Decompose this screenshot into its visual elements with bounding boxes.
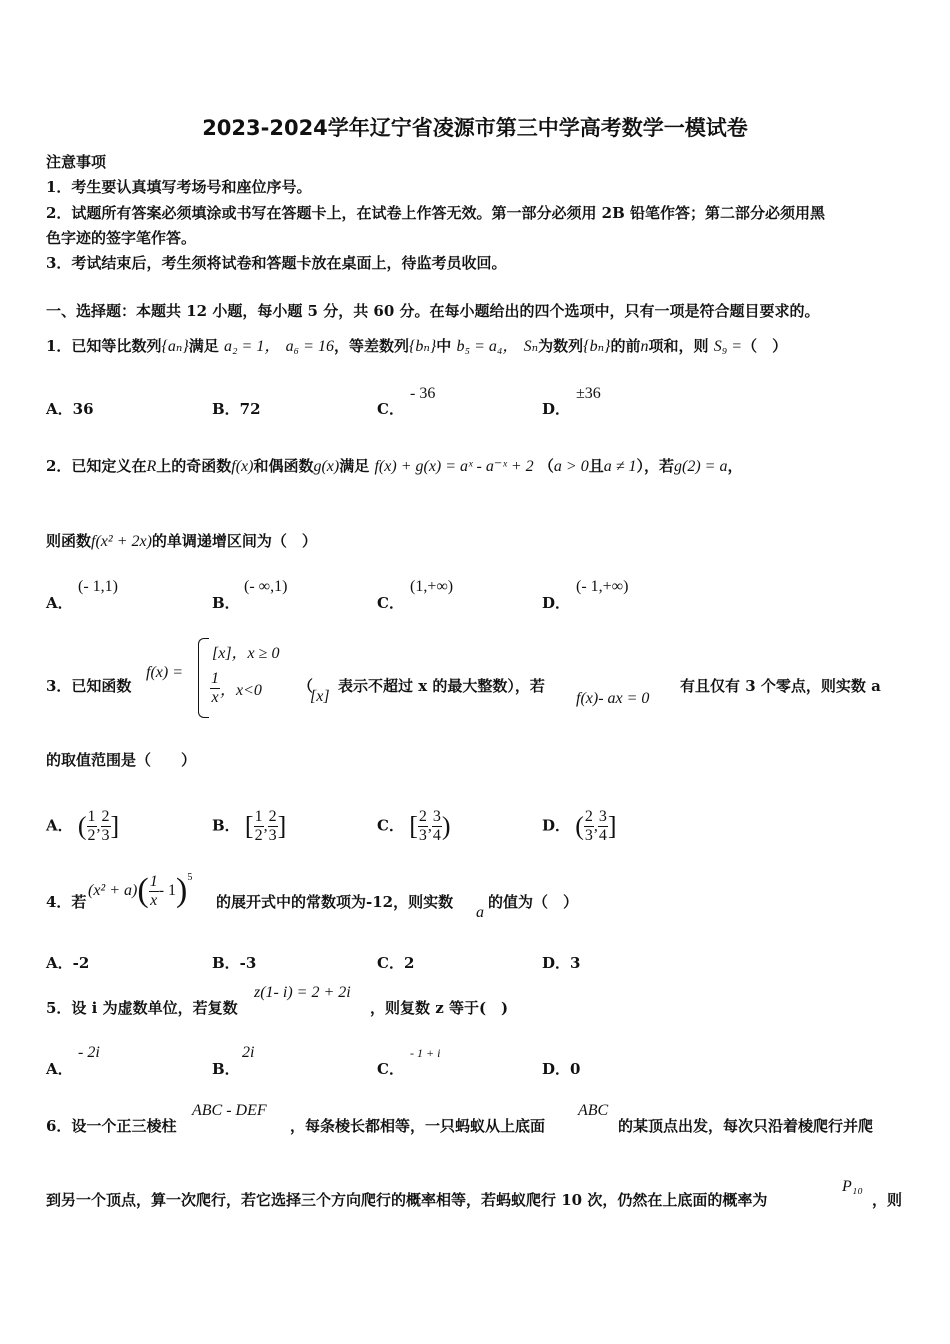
q2-expr: f(x) bbox=[231, 458, 254, 475]
q1-text: 中 bbox=[436, 337, 452, 355]
q2-option-d-value: (- 1,+∞) bbox=[576, 578, 629, 595]
q6-text-2: 的某顶点出发，每次只沿着棱爬行并爬 bbox=[618, 1117, 874, 1135]
section-heading: 一、选择题：本题共 12 小题，每小题 5 分，共 60 分。在每小题给出的四个选项中，只有一项是符合题目要求的。 bbox=[46, 302, 820, 320]
q2-text: 和偶函数 bbox=[253, 457, 314, 475]
q1-seq-a: {aₙ} bbox=[161, 338, 189, 355]
q3-case-1: [x]，x ≥ 0 bbox=[212, 645, 280, 662]
question-5-label: 5．设 i 为虚数单位，若复数 bbox=[46, 999, 238, 1017]
q5-option-d: D．0 bbox=[542, 1060, 581, 1078]
q4-option-c: C．2 bbox=[377, 954, 415, 972]
q3-function: f(x) = bbox=[146, 664, 183, 681]
q3-case-2-den: x bbox=[211, 689, 219, 706]
q4-option-d: D．3 bbox=[542, 954, 581, 972]
q4-expression: (x² + a)( $\frac{1}{x}$ - 1)$^5$ bbox=[88, 872, 193, 909]
notice-item-2: 2．试题所有答案必须填涂或书写在答题卡上，在试卷上作答无效。第一部分必须用 2B 铅笔作答；第二部分必须用黑 bbox=[46, 204, 826, 222]
bracket: [ bbox=[244, 811, 254, 841]
q2-expr: a ≠ 1 bbox=[603, 458, 637, 475]
q2-option-d: D． bbox=[542, 594, 571, 612]
q2-text: 满足 bbox=[339, 457, 370, 475]
q4-expr: (x² + a) bbox=[88, 882, 138, 899]
q2-expr: R bbox=[146, 458, 157, 475]
q5-text: ，则复数 z 等于( ) bbox=[370, 999, 509, 1017]
q1-option-c: C． bbox=[377, 400, 404, 418]
notice-item-1: 1．考生要认真填写考场号和座位序号。 bbox=[46, 178, 312, 196]
q1-seq-b: {bₙ} bbox=[583, 338, 611, 355]
q3-case-2-num: 1 bbox=[211, 670, 219, 687]
q3-equation: f(x)- ax = 0 bbox=[576, 690, 650, 707]
question-3-label: 3．已知函数 bbox=[46, 677, 132, 695]
q5-equation: z(1- i) = 2 + 2i bbox=[254, 984, 351, 1001]
q1-text: 为数列 bbox=[538, 337, 584, 355]
q2-text: 且 bbox=[588, 457, 604, 475]
q5-option-a-value: - 2i bbox=[78, 1044, 100, 1061]
q4-exponent: 5 bbox=[187, 872, 193, 883]
question-4-label: 4．若 bbox=[46, 893, 87, 911]
q1-expr: Sₙ bbox=[523, 338, 539, 355]
q1-option-c-value: - 36 bbox=[410, 385, 436, 402]
q6-prob: P₁₀ bbox=[842, 1178, 863, 1195]
bracket: ] bbox=[277, 811, 287, 841]
q1-option-d-value: ±36 bbox=[576, 385, 601, 402]
q2-text: ），若 bbox=[636, 457, 674, 475]
q4-text: 的展开式中的常数项为-12，则实数 bbox=[216, 893, 454, 911]
q1-expr: S₉ = bbox=[713, 338, 743, 355]
q2-option-b-value: (- ∞,1) bbox=[244, 578, 288, 595]
q3-text-2: 表示不超过 x 的最大整数），若 bbox=[338, 677, 545, 695]
q5-option-b: B． bbox=[212, 1060, 240, 1078]
q2-option-c-value: (1,+∞) bbox=[410, 578, 454, 595]
q4-option-a: A．-2 bbox=[46, 954, 90, 972]
q1-option-b: B．72 bbox=[212, 400, 261, 418]
q1-expr: b₅ = a₄， bbox=[456, 338, 519, 355]
q4-text-2: 的值为（ ） bbox=[488, 893, 579, 911]
page-title: 2023-2024学年辽宁省凌源市第三中学高考数学一模试卷 bbox=[202, 116, 748, 140]
question-2-cont bbox=[46, 531, 317, 552]
q1-seq-b: {bₙ} bbox=[408, 338, 437, 355]
q2-option-c: C． bbox=[377, 594, 404, 612]
question-3-cont: 的取值范围是（ ） bbox=[46, 751, 197, 769]
q3-option-d: D． ( $\frac{2}{3}$ , $\frac{3}{4}$ ] bbox=[542, 808, 617, 844]
q1-expr: n bbox=[640, 338, 649, 355]
question-2 bbox=[46, 456, 742, 477]
q2-text: 上的奇函数 bbox=[156, 457, 232, 475]
bracket: ) bbox=[441, 811, 451, 841]
bracket: ] bbox=[607, 811, 617, 841]
q2-text: ， bbox=[727, 457, 743, 475]
question-6-label: 6．设一个正三棱柱 bbox=[46, 1117, 177, 1135]
question-6-cont: 到另一个顶点，算一次爬行，若它选择三个方向爬行的概率相等，若蚂蚁爬行 10 次，仍然在上底面的概率为 bbox=[46, 1191, 768, 1209]
q3-case-2 bbox=[210, 670, 262, 707]
q4-option-b: B．-3 bbox=[212, 954, 257, 972]
q4-var-a: a bbox=[476, 904, 484, 921]
q3-option-c: C． [ $\frac{2}{3}$ , $\frac{3}{4}$ ) bbox=[377, 808, 451, 844]
q3-text-part: （ bbox=[298, 677, 314, 695]
bracket: ( bbox=[575, 811, 584, 841]
q3-option-b: B． [ $\frac{1}{2}$ , $\frac{2}{3}$ ] bbox=[212, 808, 287, 844]
notice-heading: 注意事项 bbox=[46, 153, 107, 171]
q6-text-3: ，则 bbox=[872, 1191, 903, 1209]
q6-text: ，每条棱长都相等，一只蚂蚁从上底面 bbox=[290, 1117, 546, 1135]
q2-expr: g(x) bbox=[313, 458, 340, 475]
q1-expr: a₂ = 1， bbox=[223, 338, 281, 355]
q2-expr: g(2) = a bbox=[674, 458, 728, 475]
q2-equation: f(x) + g(x) = aˣ - a⁻ˣ + 2 bbox=[374, 458, 534, 475]
q2-option-b: B． bbox=[212, 594, 240, 612]
q5-option-c: C． bbox=[377, 1060, 404, 1078]
notice-item-3: 3．考试结束后，考生须将试卷和答题卡放在桌面上，待监考员收回。 bbox=[46, 254, 507, 272]
q6-prism: ABC - DEF bbox=[192, 1102, 267, 1119]
bracket: ( bbox=[77, 811, 87, 841]
q3-case-2-cond: ，x<0 bbox=[220, 682, 262, 699]
q1-text: 项和，则 bbox=[648, 337, 709, 355]
q5-option-a: A． bbox=[46, 1060, 73, 1078]
q1-text: 1．已知等比数列 bbox=[46, 337, 162, 355]
q6-base: ABC bbox=[578, 1102, 609, 1119]
q5-option-b-value: 2i bbox=[242, 1044, 255, 1061]
q1-expr: a₆ = 16 bbox=[285, 338, 334, 355]
q2-text: 的单调递增区间为（ ） bbox=[151, 532, 317, 550]
q3-option-a: A． ( $\frac{1}{2}$ , $\frac{2}{3}$ ] bbox=[46, 808, 120, 844]
q4-expr: - 1 bbox=[158, 882, 177, 899]
notice-item-2-cont: 色字迹的签字笔作答。 bbox=[46, 229, 197, 247]
q1-option-d: D． bbox=[542, 400, 571, 418]
question-1 bbox=[46, 336, 787, 357]
bracket: [ bbox=[409, 811, 418, 841]
q1-text: 满足 bbox=[188, 337, 219, 355]
q1-text: （ ） bbox=[742, 337, 788, 355]
q2-expr: a > 0 bbox=[553, 458, 589, 475]
q5-option-c-value: - 1 + i bbox=[410, 1046, 441, 1060]
q2-option-a: A． bbox=[46, 594, 73, 612]
q1-text: ，等差数列 bbox=[333, 337, 409, 355]
q1-option-a: A．36 bbox=[46, 400, 94, 418]
bracket: ] bbox=[110, 811, 120, 841]
q2-text: 2．已知定义在 bbox=[46, 457, 147, 475]
q3-floor-x: [x] bbox=[310, 688, 330, 705]
q3-text-3: 有且仅有 3 个零点，则实数 a bbox=[680, 677, 881, 695]
q2-option-a-value: (- 1,1) bbox=[78, 578, 118, 595]
q1-text: 的前 bbox=[610, 337, 641, 355]
q2-text: （ bbox=[538, 457, 554, 475]
q3-piecewise-brace bbox=[198, 638, 209, 718]
q2-text: 则函数 bbox=[46, 532, 92, 550]
q2-expr: f(x² + 2x) bbox=[91, 533, 152, 550]
